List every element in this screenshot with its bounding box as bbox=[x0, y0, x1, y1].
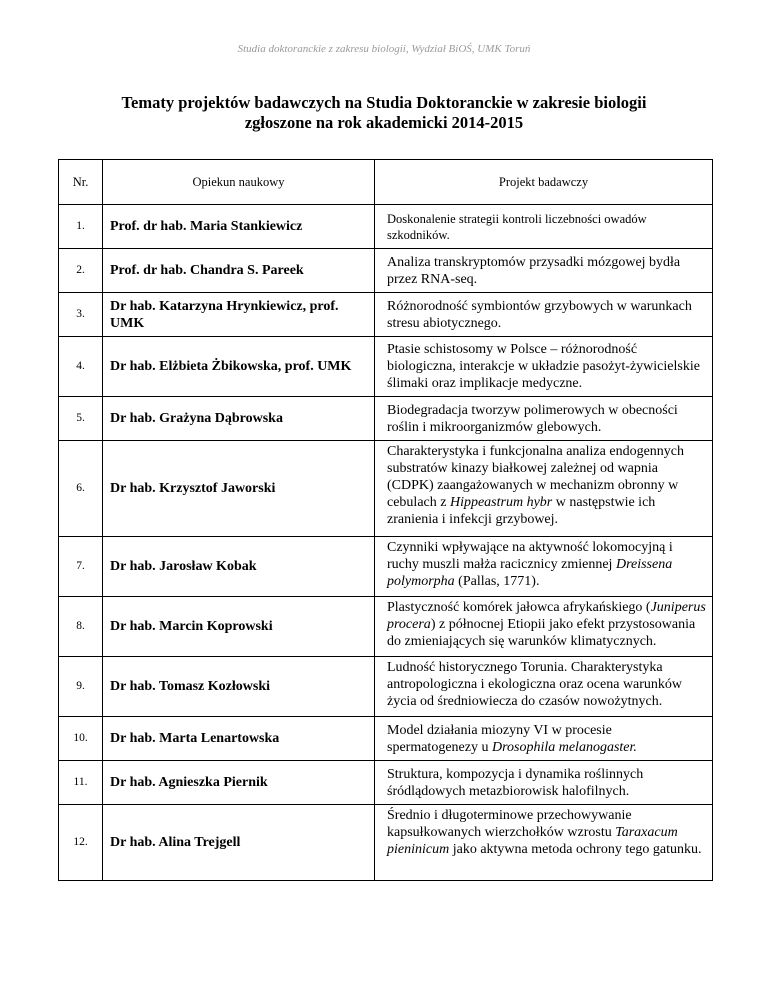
project-title-segment: jako aktywna metoda ochrony tego gatunku. bbox=[449, 842, 702, 857]
row-number: 4. bbox=[59, 337, 103, 397]
row-number: 9. bbox=[59, 657, 103, 717]
project-title bbox=[375, 337, 713, 397]
supervisor-name: Dr hab. Katarzyna Hrynkiewicz, prof. UMK bbox=[103, 293, 375, 337]
supervisor-name: Dr hab. Marcin Koprowski bbox=[103, 597, 375, 657]
project-title-segment: Model działania miozyny VI w procesie spermatogenezy u bbox=[387, 722, 612, 755]
project-title bbox=[375, 597, 713, 657]
project-title bbox=[375, 205, 713, 249]
project-title-italic-segment: Hippeastrum hybr bbox=[449, 495, 553, 510]
project-title-segment: (Pallas, 1771). bbox=[454, 574, 540, 589]
row-number: 3. bbox=[59, 293, 103, 337]
project-title bbox=[375, 441, 713, 537]
table-row bbox=[59, 805, 713, 881]
project-title-italic-segment: Juniperus procera bbox=[387, 600, 706, 632]
project-title-segment: Ludność historycznego Torunia. Charakterystyka antropologiczna i ekologiczna oraz ocena warunków życia od średniowiecza do czasów nowożytnych. bbox=[387, 660, 683, 709]
project-title bbox=[375, 717, 713, 761]
project-title bbox=[375, 293, 713, 337]
table-row bbox=[59, 717, 713, 761]
table-row bbox=[59, 537, 713, 597]
page-header: Studia doktoranckie z zakresu biologii, Wydział BiOŚ, UMK Toruń bbox=[237, 43, 531, 55]
table-row bbox=[59, 441, 713, 537]
row-number: 12. bbox=[59, 805, 103, 881]
project-title-segment: Biodegradacja tworzyw polimerowych w obecności roślin i mikroorganizmów glebowych. bbox=[387, 402, 678, 435]
row-number: 8. bbox=[59, 597, 103, 657]
table-row bbox=[59, 761, 713, 805]
header-nr: Nr. bbox=[59, 160, 103, 205]
project-title-segment: Różnorodność symbiontów grzybowych w warunkach stresu abiotycznego. bbox=[387, 298, 692, 331]
project-title-segment: Średnio i długoterminowe przechowywanie kapsułkowanych wierzchołków wzrostu bbox=[387, 808, 632, 840]
supervisor-name: Dr hab. Tomasz Kozłowski bbox=[103, 657, 375, 717]
title-line-2: zgłoszone na rok akademicki 2014-2015 bbox=[244, 113, 524, 132]
project-title-segment: w następstwie ich zranienia i infekcji grzybowej. bbox=[387, 495, 656, 527]
project-title bbox=[375, 397, 713, 441]
supervisor-name: Dr hab. Krzysztof Jaworski bbox=[103, 441, 375, 537]
projects-table bbox=[58, 159, 713, 881]
project-title-segment: Plastyczność komórek jałowca afrykańskiego ( bbox=[387, 600, 651, 615]
row-number: 1. bbox=[59, 205, 103, 249]
project-title-segment: Struktura, kompozycja i dynamika roślinnych śródlądowych metazbiorowisk halofilnych. bbox=[387, 766, 644, 799]
row-number: 2. bbox=[59, 249, 103, 293]
project-title-italic-segment: Taraxacum pieninicum bbox=[387, 825, 678, 857]
project-title-italic-segment: Drosophila melanogaster. bbox=[491, 739, 637, 755]
table-row bbox=[59, 205, 713, 249]
supervisor-name: Dr hab. Marta Lenartowska bbox=[103, 717, 375, 761]
project-title-segment: ) z północnej Etiopii jako efekt przystosowania do zmieniających się warunków klimatycznych. bbox=[387, 617, 696, 649]
supervisor-name: Dr hab. Agnieszka Piernik bbox=[103, 761, 375, 805]
supervisor-name: Dr hab. Jarosław Kobak bbox=[103, 537, 375, 597]
row-number: 6. bbox=[59, 441, 103, 537]
project-title bbox=[375, 537, 713, 597]
table-row bbox=[59, 597, 713, 657]
row-number: 5. bbox=[59, 397, 103, 441]
supervisor-name: Dr hab. Elżbieta Żbikowska, prof. UMK bbox=[103, 337, 375, 397]
project-title-segment: Doskonalenie strategii kontroli liczebności owadów szkodników. bbox=[387, 211, 647, 242]
title-line-1: Tematy projektów badawczych na Studia Doktoranckie w zakresie biologii bbox=[121, 93, 647, 112]
page-title bbox=[60, 93, 708, 133]
table-row bbox=[59, 293, 713, 337]
table-row bbox=[59, 249, 713, 293]
project-title bbox=[375, 805, 713, 881]
row-number: 11. bbox=[59, 761, 103, 805]
project-title bbox=[375, 657, 713, 717]
project-title-segment: Charakterystyka i funkcjonalna analiza endogennych substratów kinazy białkowej zależnej od wapnia (CDPK) zaangażowanych w mechanizm obronny w cebulach z bbox=[387, 444, 684, 510]
row-number: 7. bbox=[59, 537, 103, 597]
table-header-row bbox=[59, 160, 713, 205]
project-title-italic-segment: Dreissena polymorpha bbox=[387, 557, 673, 589]
supervisor-name: Prof. dr hab. Chandra S. Pareek bbox=[103, 249, 375, 293]
table-row bbox=[59, 397, 713, 441]
table-row bbox=[59, 337, 713, 397]
header-supervisor: Opiekun naukowy bbox=[103, 160, 375, 205]
project-title-segment: Analiza transkryptomów przysadki mózgowej bydła przez RNA-seq. bbox=[387, 254, 681, 287]
table-row bbox=[59, 657, 713, 717]
supervisor-name: Prof. dr hab. Maria Stankiewicz bbox=[103, 205, 375, 249]
row-number: 10. bbox=[59, 717, 103, 761]
project-title-segment: Czynniki wpływające na aktywność lokomocyjną i ruchy muszli małża racicznicy zmiennej bbox=[387, 540, 673, 572]
header-project: Projekt badawczy bbox=[375, 160, 713, 205]
project-title bbox=[375, 761, 713, 805]
project-title bbox=[375, 249, 713, 293]
supervisor-name: Dr hab. Alina Trejgell bbox=[103, 805, 375, 881]
supervisor-name: Dr hab. Grażyna Dąbrowska bbox=[103, 397, 375, 441]
project-title-segment: Ptasie schistosomy w Polsce – różnorodność biologiczna, interakcje w układzie pasożyt-żywicielskie ślimaki oraz implikacje medyczne. bbox=[387, 342, 700, 391]
